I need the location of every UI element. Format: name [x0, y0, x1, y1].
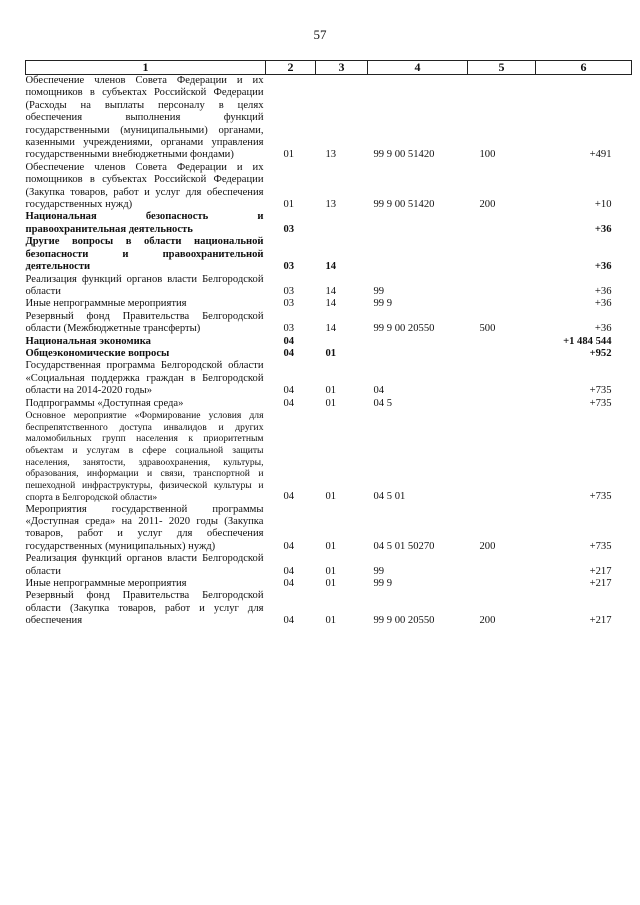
table-row — [26, 311, 632, 336]
expense-type-cell — [468, 360, 536, 397]
target-article-cell — [368, 236, 468, 273]
section-code-cell: 03 — [283, 323, 295, 335]
amount-cell: +217 — [589, 565, 612, 577]
table-row — [26, 590, 632, 627]
row-name-cell: Подпрограммы «Доступная среда» — [25, 397, 184, 409]
section-code-cell: 04 — [283, 397, 295, 409]
expense-type-cell — [468, 398, 536, 410]
table-row — [26, 75, 632, 162]
section-code-cell: 03 — [283, 223, 295, 235]
section-code-cell: 04 — [283, 578, 295, 590]
table-row — [26, 236, 632, 273]
row-name-cell: Национальная экономика — [25, 335, 151, 347]
table-row — [26, 504, 632, 554]
table-row — [26, 553, 632, 578]
expense-type-cell: 200 — [479, 540, 496, 552]
subsection-code-cell: 14 — [325, 285, 337, 297]
target-article-cell: 04 5 01 50270 — [373, 540, 435, 552]
table-row — [26, 360, 632, 397]
row-name-cell: Основное мероприятие «Формирование условия для беспрепятственного доступа инвалидов и других маломобильных групп населения к приоритетным объектам и услугам в сфере социальной защиты населения, занятости, здравоохранения, культуры, образования, информации и связи, транспортной и пешеходной инфраструктуры, физической культуры и спорта в Белгородской области» — [25, 409, 264, 503]
table-header — [26, 61, 632, 75]
column-header: 4 — [368, 61, 468, 75]
section-code-cell: 04 — [283, 335, 295, 347]
expense-type-cell — [468, 211, 536, 236]
row-name-cell: Иные непрограммные мероприятия — [25, 578, 187, 590]
row-name-cell: Резервный фонд Правительства Белгородской области (Закупка товаров, работ и услуг для обеспечения — [25, 590, 264, 627]
section-code-cell: 04 — [283, 540, 295, 552]
amount-cell: +36 — [594, 298, 612, 310]
section-code-cell: 03 — [283, 285, 295, 297]
table-row — [26, 336, 632, 348]
subsection-code-cell: 01 — [325, 615, 337, 627]
row-name-cell: Реализация функций органов власти Белгородской области — [25, 553, 264, 577]
row-name-cell: Иные непрограммные мероприятия — [25, 298, 187, 310]
target-article-cell: 99 9 00 51420 — [373, 199, 435, 211]
amount-cell: +36 — [594, 223, 612, 235]
subsection-code-cell: 01 — [325, 540, 337, 552]
row-name-cell: Резервный фонд Правительства Белгородской области (Межбюджетные трансферты) — [25, 310, 264, 335]
table-row — [26, 348, 632, 360]
subsection-code-cell: 14 — [325, 298, 337, 310]
section-code-cell: 03 — [283, 261, 295, 273]
target-article-cell — [368, 336, 468, 348]
expense-type-cell — [468, 274, 536, 299]
expense-type-cell — [468, 553, 536, 578]
column-header: 6 — [536, 61, 632, 75]
expense-type-cell: 100 — [479, 149, 496, 161]
subsection-code-cell: 13 — [325, 149, 337, 161]
column-header: 3 — [316, 61, 368, 75]
target-article-cell: 04 — [373, 385, 385, 397]
expense-type-cell: 200 — [479, 615, 496, 627]
target-article-cell: 04 5 01 — [373, 491, 406, 503]
row-name-cell: Другие вопросы в области национальной безопасности и правоохранительной деятельности — [25, 236, 264, 273]
section-code-cell: 04 — [283, 615, 295, 627]
amount-cell: +10 — [594, 199, 612, 211]
row-name-cell: Общеэкономические вопросы — [25, 347, 170, 359]
subsection-code-cell: 01 — [325, 491, 337, 503]
target-article-cell: 99 — [373, 565, 385, 577]
header-row — [26, 61, 632, 75]
subsection-code-cell: 13 — [325, 199, 337, 211]
table-row — [26, 578, 632, 590]
target-article-cell: 99 9 — [373, 298, 393, 310]
subsection-code-cell: 01 — [325, 347, 337, 359]
expense-type-cell — [468, 236, 536, 273]
expense-type-cell — [468, 348, 536, 360]
subsection-code-cell: 01 — [325, 565, 337, 577]
section-code-cell: 04 — [283, 385, 295, 397]
expense-type-cell — [468, 336, 536, 348]
table-row — [26, 410, 632, 504]
table-row — [26, 398, 632, 410]
subsection-code-cell — [316, 336, 368, 348]
table-row — [26, 298, 632, 310]
expense-type-cell: 500 — [479, 323, 496, 335]
amount-cell: +735 — [589, 397, 612, 409]
section-code-cell: 04 — [283, 565, 295, 577]
amount-cell: +952 — [589, 347, 612, 359]
amount-cell: +217 — [589, 578, 612, 590]
target-article-cell: 99 9 — [373, 578, 393, 590]
target-article-cell: 04 5 — [373, 397, 393, 409]
amount-cell: +217 — [589, 615, 612, 627]
column-header: 5 — [468, 61, 536, 75]
row-name-cell: Обеспечение членов Совета Федерации и их помощников в субъектах Российской Федерации (Закупка товаров, работ и услуг для обеспечения государственных нужд) — [25, 161, 264, 211]
target-article-cell: 99 9 00 20550 — [373, 323, 435, 335]
table-row — [26, 274, 632, 299]
row-name-cell: Государственная программа Белгородской области «Социальная поддержка граждан в Белгородской области на 2014-2020 годы» — [25, 360, 264, 397]
subsection-code-cell: 01 — [325, 578, 337, 590]
row-name-cell: Национальная безопасность и правоохранительная деятельность — [25, 211, 264, 235]
amount-cell: +491 — [589, 149, 612, 161]
amount-cell: +735 — [589, 491, 612, 503]
amount-cell: +36 — [594, 261, 612, 273]
table-body — [26, 75, 632, 628]
amount-cell: +735 — [589, 540, 612, 552]
section-code-cell: 03 — [283, 298, 295, 310]
section-code-cell: 01 — [283, 199, 295, 211]
section-code-cell: 01 — [283, 149, 295, 161]
expense-type-cell — [468, 298, 536, 310]
section-code-cell: 04 — [283, 491, 295, 503]
amount-cell: +1 484 544 — [563, 335, 612, 347]
table-row — [26, 162, 632, 212]
expense-type-cell — [468, 578, 536, 590]
row-name-cell: Реализация функций органов власти Белгородской области — [25, 273, 264, 297]
amount-cell: +36 — [594, 323, 612, 335]
target-article-cell: 99 — [373, 285, 385, 297]
budget-table — [25, 60, 632, 628]
expense-type-cell — [468, 410, 536, 504]
subsection-code-cell: 01 — [325, 385, 337, 397]
target-article-cell: 99 9 00 20550 — [373, 615, 435, 627]
target-article-cell — [368, 348, 468, 360]
subsection-code-cell: 14 — [325, 323, 337, 335]
subsection-code-cell — [316, 211, 368, 236]
target-article-cell: 99 9 00 51420 — [373, 149, 435, 161]
section-code-cell: 04 — [283, 347, 295, 359]
expense-type-cell: 200 — [479, 199, 496, 211]
page-number: 57 — [313, 27, 327, 42]
column-header: 1 — [26, 61, 266, 75]
target-article-cell — [368, 211, 468, 236]
subsection-code-cell: 14 — [325, 261, 337, 273]
amount-cell: +735 — [589, 385, 612, 397]
table-row — [26, 211, 632, 236]
row-name-cell: Мероприятия государственной программы «Доступная среда» на 2011- 2020 годы (Закупка товаров, работ и услуг для обеспечения государственных (муниципальных) нужд) — [25, 503, 264, 552]
row-name-cell: Обеспечение членов Совета Федерации и их помощников в субъектах Российской Федерации (Расходы на выплаты персоналу в целях обеспечения выполнения функций государственными (муниципальными) органами, казенными учреждениями, органами управления государственными внебюджетными фондами) — [25, 75, 264, 161]
column-header: 2 — [266, 61, 316, 75]
amount-cell: +36 — [594, 285, 612, 297]
subsection-code-cell: 01 — [325, 397, 337, 409]
